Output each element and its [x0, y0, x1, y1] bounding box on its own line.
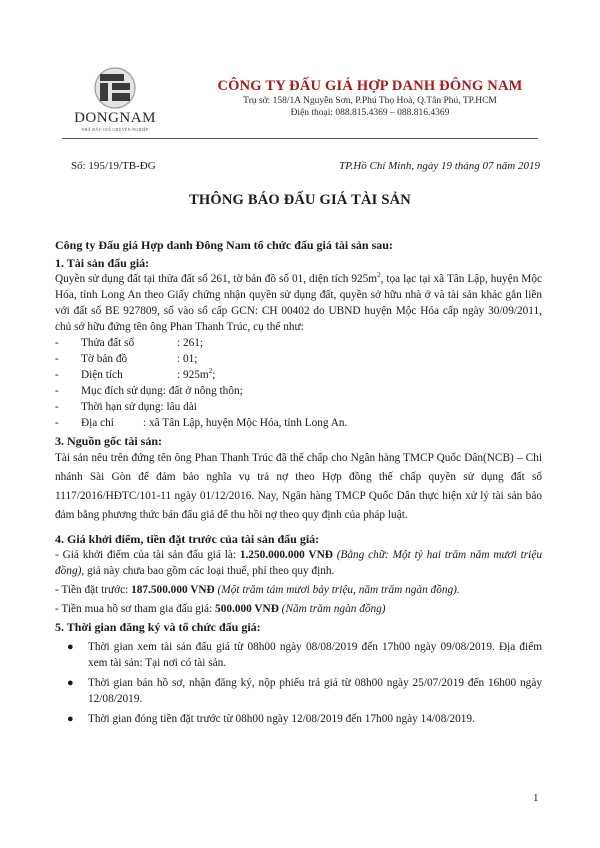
detail-address: - Địa chỉ : xã Tân Lập, huyện Mộc Hóa, tỉnh Long An. [55, 417, 348, 429]
schedule-item [55, 639, 542, 671]
dossier-words: (Năm trăm ngàn đồng) [278, 603, 386, 615]
company-address: Trụ sở: 158/1A Nguyễn Sơn, P.Phú Thọ Hoà, Q.Tân Phú, TP.HCM [243, 96, 497, 106]
schedule-text: Thời gian xem tài sản đấu giá từ 08h00 ngày 08/08/2019 đến 17h00 ngày 09/08/2019. Địa điểm xem tài sản: Tại nơi có tài sản. [88, 641, 542, 669]
area-value [177, 367, 215, 383]
deposit [55, 582, 542, 598]
detail-term: - Thời hạn sử dụng: lâu dài [55, 401, 197, 413]
area-label: Diện tích [81, 369, 123, 381]
company-name: CÔNG TY ĐẤU GIÁ HỢP DANH ĐÔNG NAM [217, 78, 523, 94]
detail-map-sheet: - Tờ bản đồ : 01; [55, 353, 198, 365]
bullet-icon: ● [67, 713, 74, 725]
address-value: : xã Tân Lập, huyện Mộc Hóa, tỉnh Long An. [143, 417, 348, 429]
address-label: Địa chỉ [81, 417, 114, 429]
dossier-label: - Tiền mua hồ sơ tham gia đấu giá: [55, 603, 216, 615]
map-label: Tờ bản đồ [81, 353, 128, 365]
asset-area-sup: 2 [377, 271, 381, 280]
starting-price [55, 547, 542, 579]
company-logo [70, 66, 160, 132]
header-divider [62, 138, 538, 139]
parcel-value: : 261; [177, 337, 204, 349]
page-number: 1 [533, 792, 539, 804]
detail-parcel: - Thửa đất số : 261; [55, 337, 204, 349]
intro-line: Công ty Đấu giá Hợp danh Đông Nam tổ chức đấu giá tài sản sau: [55, 238, 393, 252]
section-3-heading: 3. Nguồn gốc tài sản: [55, 434, 163, 448]
term-text: Thời hạn sử dụng: lâu dài [81, 401, 197, 413]
purpose-text: Mục đích sử dụng: đất ở nông thôn; [81, 385, 243, 397]
asset-description-a: Quyền sử dụng đất tại thửa đất số 261, tờ bản đồ số 01, diện tích 925m [55, 273, 378, 285]
bullet-icon: ● [67, 641, 74, 653]
map-value: : 01; [177, 353, 198, 365]
starting-price-label: - Giá khởi điểm của tài sản đấu giá là: [55, 549, 240, 561]
schedule-item [55, 675, 542, 707]
section-1-heading: 1. Tài sản đấu giá: [55, 256, 150, 270]
starting-price-note: , giá này chưa bao gồm các loại thuế, phí theo quy định. [81, 565, 335, 577]
section-4-heading: 4. Giá khởi điểm, tiền đặt trước của tài sản đấu giá: [55, 532, 320, 546]
asset-origin-text: Tài sản nêu trên đứng tên ông Phan Thanh Trúc đã thế chấp cho Ngân hàng TMCP Quốc Dân(NCB) – Chi nhánh Sài Gòn để đảm bảo nghĩa vụ trả nợ theo Hợp đồng thế chấp quyền sử dụng đất số 1117/2016/HĐTC/101-11 ngày 01/12/2016. Nay, Ngân hàng TMCP Quốc Dân thực hiện xử lý tài sản bảo đảm bằng phương thức bán đấu giá để thu hồi nợ theo quy định của pháp luật. [55, 452, 542, 521]
dossier-amount: 500.000 VNĐ [215, 603, 279, 615]
starting-price-amount: 1.250.000.000 VNĐ [239, 549, 333, 561]
deposit-label: - Tiền đặt trước: [55, 584, 132, 596]
schedule-text: Thời gian bán hồ sơ, nhận đăng ký, nộp phiếu trả giá từ 08h00 ngày 25/07/2019 đến 16h00 ngày 12/08/2019. [88, 677, 542, 705]
dongnam-logo-icon [92, 66, 138, 110]
section-5-heading: 5. Thời gian đăng ký và tổ chức đấu giá: [55, 620, 261, 634]
document-date: TP.Hồ Chí Minh, ngày 19 tháng 07 năm 2019 [339, 160, 540, 172]
asset-description-b: , tọa lạc tại xã Tân Lập, huyện Mộc Hóa, tỉnh Long An theo Giấy chứng nhận quyền sử dụng đất, quyền sở hữu nhà ở và tài sản khác gắn liền với đất số BE 927809, số vào sổ cấp GCN: CH 00402 do UBND huyện Mộc Hóa cấp ngày 30/09/2011, chủ sở hữu đứng tên ông Phan Thanh Trúc, cụ thể như: [55, 273, 543, 333]
area-value-num: : 925m [177, 369, 209, 381]
document-title: THÔNG BÁO ĐẤU GIÁ TÀI SẢN [189, 192, 411, 208]
dossier-fee [55, 601, 542, 617]
asset-description [55, 271, 542, 335]
company-phone: Điện thoại: 088.815.4369 – 088.816.4369 [290, 108, 450, 118]
document-body [55, 237, 542, 727]
logo-name: DONGNAM [74, 110, 156, 126]
deposit-words: (Một trăm tám mươi bảy triệu, năm trăm ngàn đồng). [214, 584, 460, 596]
document-number: Số: 195/19/TB-ĐG [71, 160, 156, 172]
detail-purpose: - Mục đích sử dụng: đất ở nông thôn; [55, 385, 243, 397]
deposit-amount: 187.500.000 VNĐ [131, 584, 215, 596]
parcel-label: Thửa đất số [81, 337, 135, 349]
schedule-text: Thời gian đóng tiền đặt trước từ 08h00 ngày 12/08/2019 đến 17h00 ngày 14/08/2019. [88, 713, 475, 725]
bullet-icon: ● [67, 677, 74, 689]
starting-price-words: (Bằng chữ: Một tỷ hai trăm năm mươi triệu đồng) [55, 549, 542, 577]
area-value-end: ; [212, 369, 216, 381]
schedule-item [55, 711, 542, 727]
company-header [205, 78, 535, 119]
area-value-sup: 2 [208, 367, 213, 376]
logo-tagline: NHÀ ĐẤU GIÁ CHUYÊN NGHIỆP [81, 127, 149, 132]
detail-area: - Diện tích : $925m^2$; [55, 367, 216, 381]
